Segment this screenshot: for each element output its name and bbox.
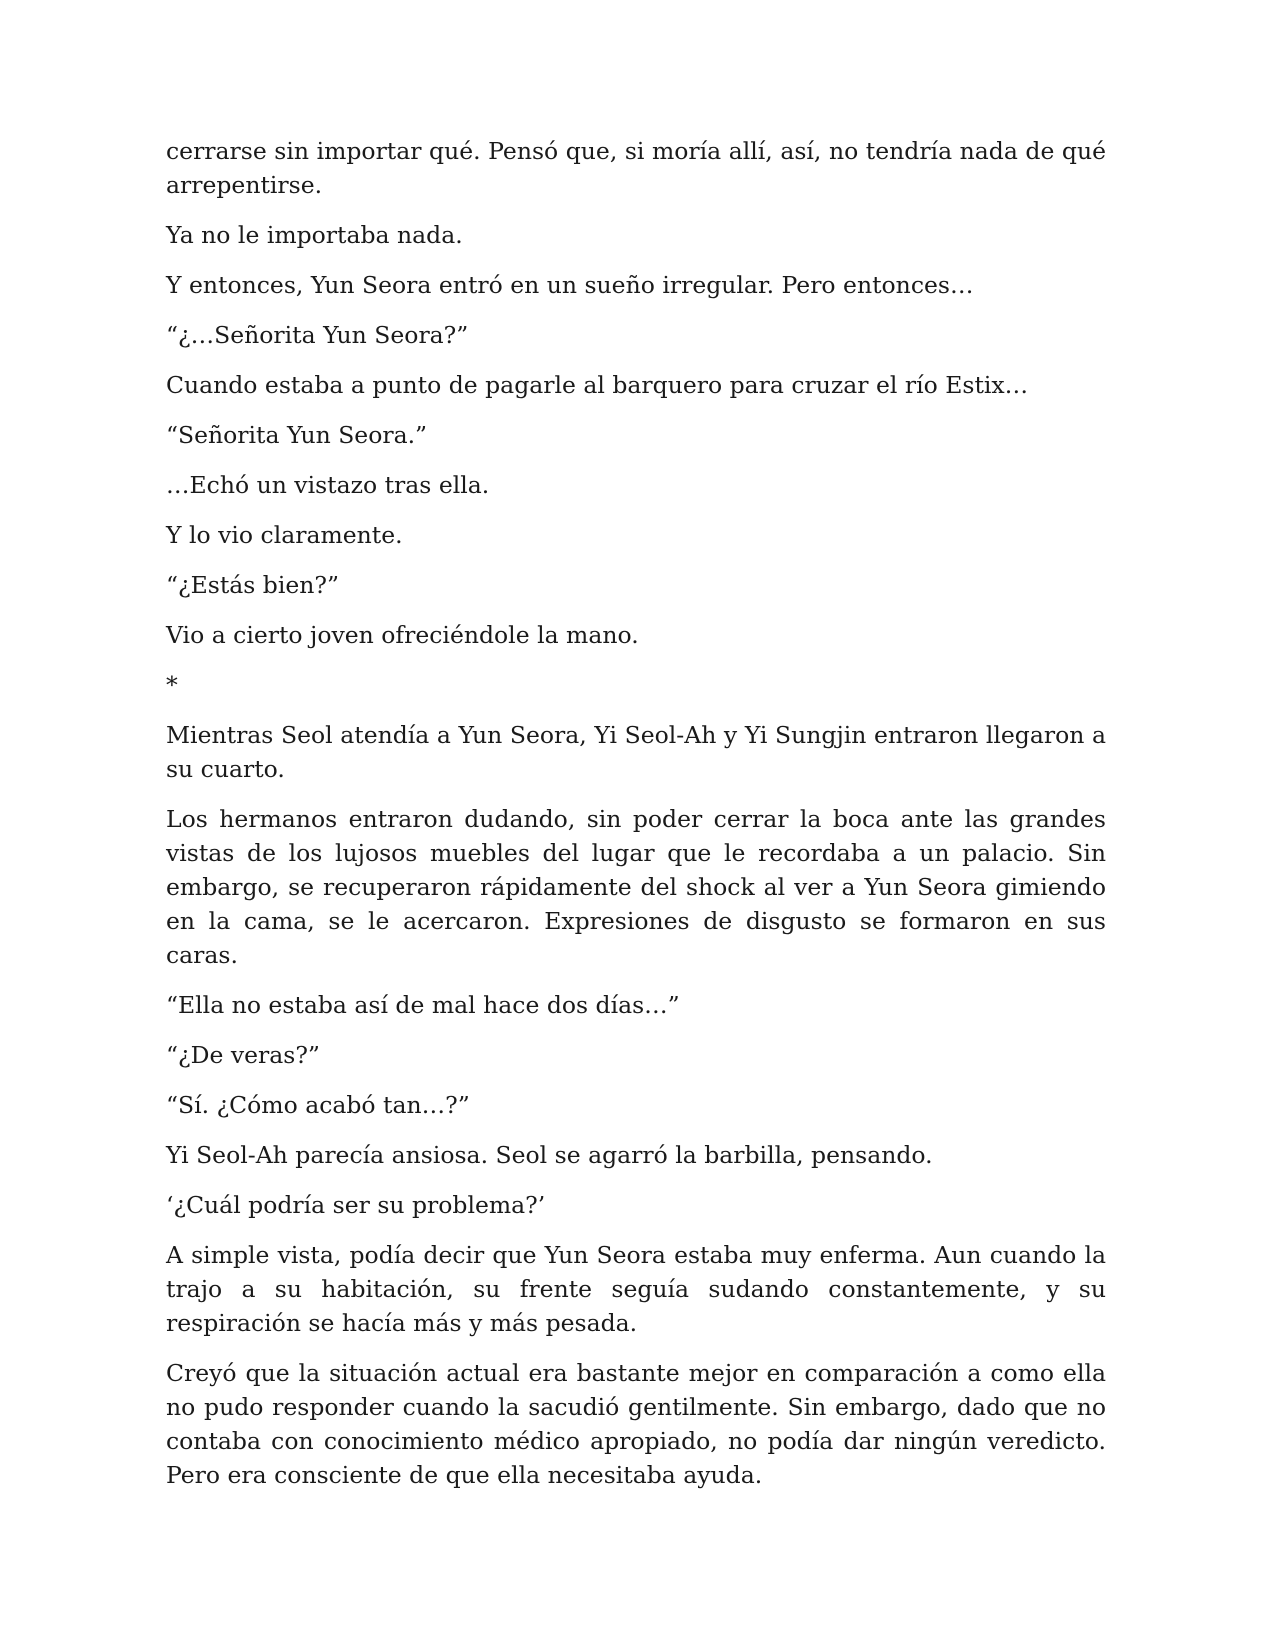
dialogue-line: “¿…Señorita Yun Seora?”: [166, 321, 469, 349]
dialogue-line: “¿De veras?”: [166, 1041, 320, 1069]
paragraph: Yi Seol-Ah parecía ansiosa. Seol se agarró la barbilla, pensando.: [166, 1141, 933, 1169]
dialogue-line: “Ella no estaba así de mal hace dos días…”: [166, 991, 680, 1019]
paragraph: …Echó un vistazo tras ella.: [166, 471, 490, 499]
thought-line: ‘¿Cuál podría ser su problema?’: [166, 1191, 546, 1219]
dialogue-line: “Sí. ¿Cómo acabó tan…?”: [166, 1091, 470, 1119]
paragraph: Ya no le importaba nada.: [166, 221, 463, 249]
dialogue-line: “Señorita Yun Seora.”: [166, 421, 428, 449]
paragraph: Y entonces, Yun Seora entró en un sueño irregular. Pero entonces…: [166, 271, 974, 299]
paragraph: Cuando estaba a punto de pagarle al barquero para cruzar el río Estix…: [166, 371, 1029, 399]
paragraph: Creyó que la situación actual era bastante mejor en comparación a como ella no pudo responder cuando la sacudió gentilmente. Sin embargo, dado que no contaba con conocimiento médico apropiado, no podía dar ningún veredicto. Pero era consciente de que ella necesitaba ayuda.: [166, 1359, 1106, 1489]
paragraph: Mientras Seol atendía a Yun Seora, Yi Seol-Ah y Yi Sungjin entraron llegaron a su cuarto.: [166, 721, 1106, 783]
section-break: *: [166, 671, 178, 699]
dialogue-line: “¿Estás bien?”: [166, 571, 340, 599]
paragraph: Los hermanos entraron dudando, sin poder cerrar la boca ante las grandes vistas de los lujosos muebles del lugar que le recordaba a un palacio. Sin embargo, se recuperaron rápidamente del shock al ver a Yun Seora gimiendo en la cama, se le acercaron. Expresiones de disgusto se formaron en sus caras.: [166, 805, 1106, 969]
paragraph: Vio a cierto joven ofreciéndole la mano.: [166, 621, 639, 649]
paragraph: Y lo vio claramente.: [166, 521, 403, 549]
paragraph: cerrarse sin importar qué. Pensó que, si moría allí, así, no tendría nada de qué arrepentirse.: [166, 137, 1106, 199]
paragraph: A simple vista, podía decir que Yun Seora estaba muy enferma. Aun cuando la trajo a su habitación, su frente seguía sudando constantemente, y su respiración se hacía más y más pesada.: [166, 1241, 1106, 1337]
document-page: [166, 134, 1106, 1508]
